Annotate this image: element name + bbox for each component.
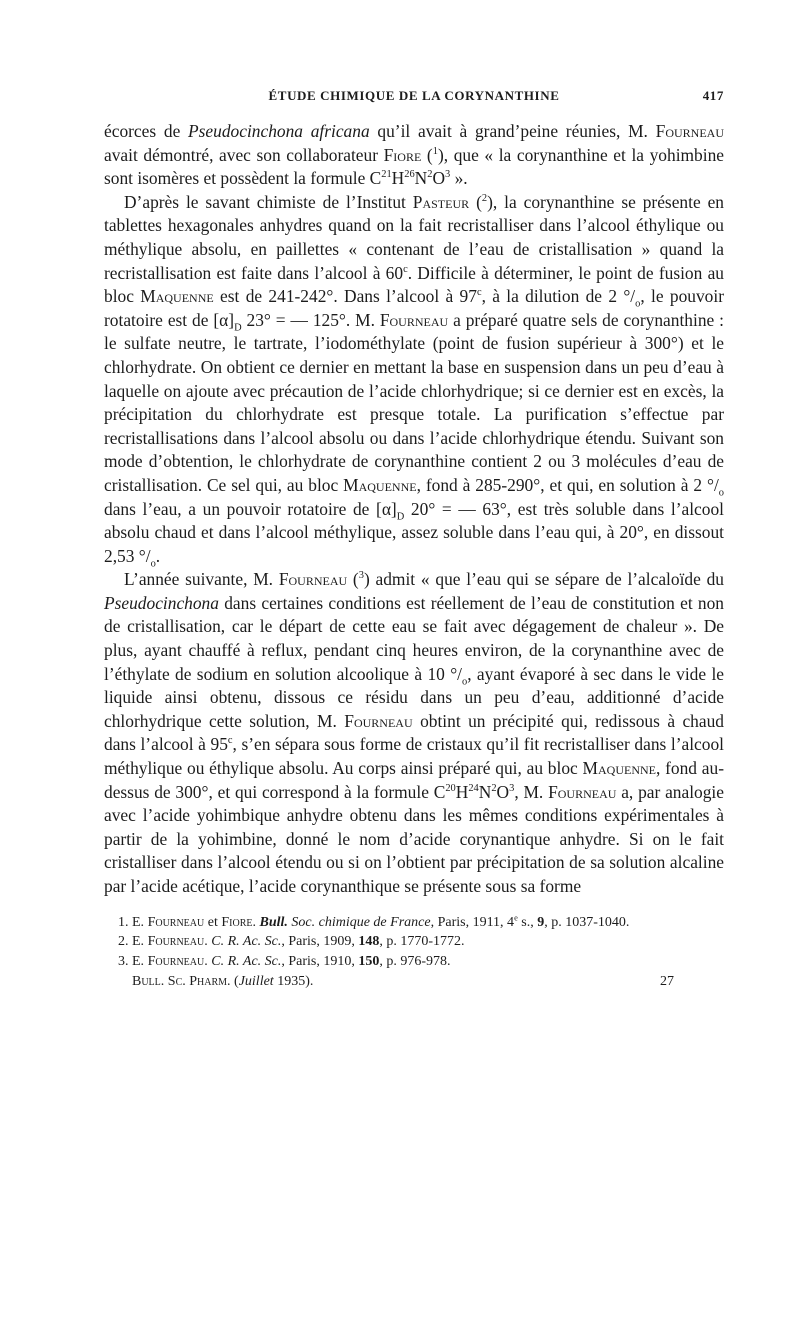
author-name: Fourneau bbox=[344, 710, 413, 731]
text: , le pouvoir rotatoire est de [α] bbox=[104, 286, 724, 330]
text: N bbox=[414, 168, 428, 189]
superscript: c bbox=[476, 287, 482, 299]
author-name: Fourneau bbox=[548, 781, 617, 802]
text: ), la corynanthine se présente en tablettes hexagonales anhydres quand on la fait recristalliser dans l’alcool éthylique ou méthylique absolu, en paillettes « contenant de l’eau de cristallisation » quand la recristallisation est faite dans l’alcool à 60 bbox=[104, 191, 724, 283]
text: , p. 1037-1040. bbox=[544, 914, 630, 930]
text: ( bbox=[347, 569, 359, 590]
author-name: Maquenne bbox=[140, 286, 214, 307]
text: ), que « la corynanthine et la yohimbine sont isomères et possèdent la formule C bbox=[104, 144, 724, 189]
paragraph-3 bbox=[104, 568, 724, 898]
subscript: o bbox=[635, 298, 641, 310]
text: a, par analogie avec l’acide yohimbique anhydre obtenu dans les mêmes conditions expérimentales à partir de la yohimbine, donné le nom d’acide corynantique anhydre. Si on le fait cristalliser dans l’alcool étendu ou si on l’obtient par précipitation de sa solution alcaline par l’acide acétique, l’acide corynanthique se présente sous sa forme bbox=[104, 781, 724, 896]
paragraph-2 bbox=[104, 191, 724, 569]
footnotes bbox=[104, 913, 724, 972]
text: . bbox=[204, 934, 212, 950]
footnote-2 bbox=[104, 932, 724, 952]
paragraph-1 bbox=[104, 120, 724, 191]
text: 3. E. bbox=[118, 953, 148, 969]
footnote-ref: 2 bbox=[481, 192, 488, 204]
formula-sup: 3 bbox=[509, 782, 515, 794]
footer-journal bbox=[132, 974, 313, 990]
journal-abbrev: Bull. Sc. Pharm. bbox=[132, 974, 231, 990]
formula-sup: 2 bbox=[491, 782, 497, 794]
footnote-ref: 3 bbox=[358, 570, 364, 582]
text: L’année suivante, M. bbox=[124, 569, 279, 590]
page bbox=[104, 88, 724, 994]
text: 20° = — 63°, est très soluble dans l’alcool absolu chaud et dans l’alcool méthylique, assez soluble dans l’eau qui, à 20°, en dissout 2,53 °/ bbox=[104, 498, 724, 566]
formula-sup: 3 bbox=[445, 169, 451, 181]
text: H bbox=[455, 781, 469, 802]
text: qu’il avait à grand’peine réunies, M. bbox=[369, 121, 656, 141]
text: ) admit « que l’eau qui se sépare de l’alcaloïde du bbox=[363, 569, 724, 590]
running-header bbox=[104, 88, 724, 114]
subscript: D bbox=[234, 322, 242, 334]
formula-sup: 26 bbox=[404, 169, 415, 181]
text: dans certaines conditions est réellement de l’eau de constitution et non de cristallisation, car le départ de cette eau se fait avec dégagement de chaleur ». De plus, ayant chauffé à reflux, pendant cinq heures environ, de la corynanthine avec de l’éthylate de sodium en solution alcoolique à 10 °/ bbox=[104, 592, 724, 684]
author-name: Fiore bbox=[383, 144, 422, 165]
page-footer bbox=[104, 974, 724, 994]
text: ( bbox=[469, 191, 482, 212]
text: , à la dilution de 2 °/ bbox=[481, 286, 636, 307]
text: . bbox=[252, 914, 260, 930]
text: O bbox=[496, 781, 510, 802]
author-name: Maquenne bbox=[343, 474, 417, 495]
text: 2. E. bbox=[118, 934, 148, 950]
text: O bbox=[432, 168, 446, 189]
text: avait démontré, avec son collaborateur bbox=[104, 144, 384, 165]
text: ). bbox=[305, 974, 314, 990]
journal-name: Bull. bbox=[259, 914, 288, 930]
issue-year: 1935 bbox=[273, 974, 306, 990]
author-name: Fiore bbox=[221, 914, 253, 930]
text: , M. bbox=[514, 781, 549, 802]
volume: 148 bbox=[358, 934, 380, 950]
footnote-3 bbox=[104, 952, 724, 972]
text: , Paris, 1909, bbox=[281, 934, 359, 950]
text: et bbox=[204, 914, 222, 930]
author-name: Fourneau bbox=[147, 953, 205, 969]
body-text bbox=[104, 120, 724, 899]
issue-month: Juillet bbox=[238, 974, 274, 990]
superscript: e bbox=[514, 912, 518, 922]
text: a préparé quatre sels de corynanthine : le sulfate neutre, le tartrate, l’iodométhylate (point de fusion supérieur à 300°) et le chlorhydrate. On obtient ce dernier en mettant la base en suspension dans un peu d’eau à laquelle on ajoute avec précaution de l’acide chlorhydrique; si ce dernier est en excès, la précipitation du chlorhydrate est presque totale. La purification s’effectue par recristallisations dans l’alcool absolu ou dans l’acide chlorhydrique étendu. Suivant son mode d’obtention, le chlorhydrate de corynanthine contient 2 ou 3 molécules d’eau de cristallisation. Ce sel qui, au bloc bbox=[104, 309, 724, 495]
text: s., bbox=[517, 914, 538, 930]
text: ». bbox=[450, 168, 468, 189]
text: écorces de bbox=[104, 121, 189, 141]
formula-sup: 24 bbox=[468, 782, 479, 794]
footnote-1 bbox=[104, 913, 724, 933]
text: est de 241-242°. Dans l’alcool à 97 bbox=[213, 286, 477, 307]
running-title: ÉTUDE CHIMIQUE DE LA CORYNANTHINE bbox=[268, 88, 560, 103]
author-name: Fourneau bbox=[278, 569, 348, 590]
text: , fond au-dessus de 300°, et qui correspond à la formule C bbox=[104, 758, 724, 802]
superscript: c bbox=[403, 263, 408, 275]
text: obtint un précipité qui, redissous à chaud dans l’alcool à 95 bbox=[104, 710, 724, 755]
text: , Paris, 1911, 4 bbox=[430, 914, 515, 930]
text: , s’en sépara sous forme de cristaux qu’il fit recristalliser dans l’alcool méthylique ou éthylique absolu. Au corps ainsi préparé qui, au bloc bbox=[104, 734, 724, 779]
journal-name: C. R. Ac. Sc. bbox=[211, 934, 282, 950]
text: D’après le savant chimiste de l’Institut bbox=[124, 191, 413, 212]
text: H bbox=[391, 168, 405, 189]
text: 1. E. bbox=[118, 914, 148, 930]
text: . Difficile à déterminer, le point de fusion au bloc bbox=[104, 262, 724, 307]
text: . bbox=[155, 545, 161, 566]
formula-sup: 2 bbox=[427, 169, 433, 181]
text: , fond à 285-290°, et qui, en solution à 2 °/ bbox=[416, 474, 719, 495]
text: N bbox=[478, 781, 492, 802]
text: , Paris, 1910, bbox=[281, 953, 359, 969]
volume: 150 bbox=[358, 953, 380, 969]
author-name: Fourneau bbox=[147, 934, 205, 950]
text: , ayant évaporé à sec dans le vide le liquide ainsi obtenu, dissous ce résidu dans un peu d’eau, additionné d’acide chlorhydrique cette solution, M. bbox=[104, 663, 724, 731]
volume: 9 bbox=[537, 914, 545, 930]
text: , p. 976-978. bbox=[379, 953, 451, 969]
subscript: o bbox=[718, 487, 724, 499]
text: , p. 1770-1772. bbox=[379, 934, 465, 950]
author-name: Maquenne bbox=[582, 758, 656, 779]
author-name: Pasteur bbox=[412, 191, 470, 212]
text: dans l’eau, a un pouvoir rotatoire de [α] bbox=[104, 498, 397, 519]
species-name: Pseudocinchona bbox=[104, 592, 219, 613]
text: ( bbox=[230, 974, 239, 990]
author-name: Fourneau bbox=[147, 914, 205, 930]
page-number: 417 bbox=[702, 88, 724, 103]
text: . bbox=[204, 953, 212, 969]
journal-name: C. R. Ac. Sc. bbox=[211, 953, 282, 969]
subscript: o bbox=[461, 676, 468, 688]
author-name: Fourneau bbox=[379, 309, 449, 330]
formula-sup: 20 bbox=[445, 782, 456, 794]
footnote-ref: 1 bbox=[432, 145, 438, 157]
species-name: Pseudocinchona africana bbox=[188, 121, 370, 141]
formula-sup: 21 bbox=[381, 169, 392, 181]
subscript: o bbox=[150, 558, 156, 570]
journal-name: Soc. chimique de France bbox=[287, 914, 431, 930]
subscript: D bbox=[396, 510, 405, 522]
author-name: Fourneau bbox=[655, 121, 724, 141]
superscript: c bbox=[227, 735, 233, 747]
signature-mark: 27 bbox=[660, 974, 674, 990]
text: ( bbox=[421, 144, 433, 165]
text: 23° = — 125°. M. bbox=[241, 309, 380, 330]
